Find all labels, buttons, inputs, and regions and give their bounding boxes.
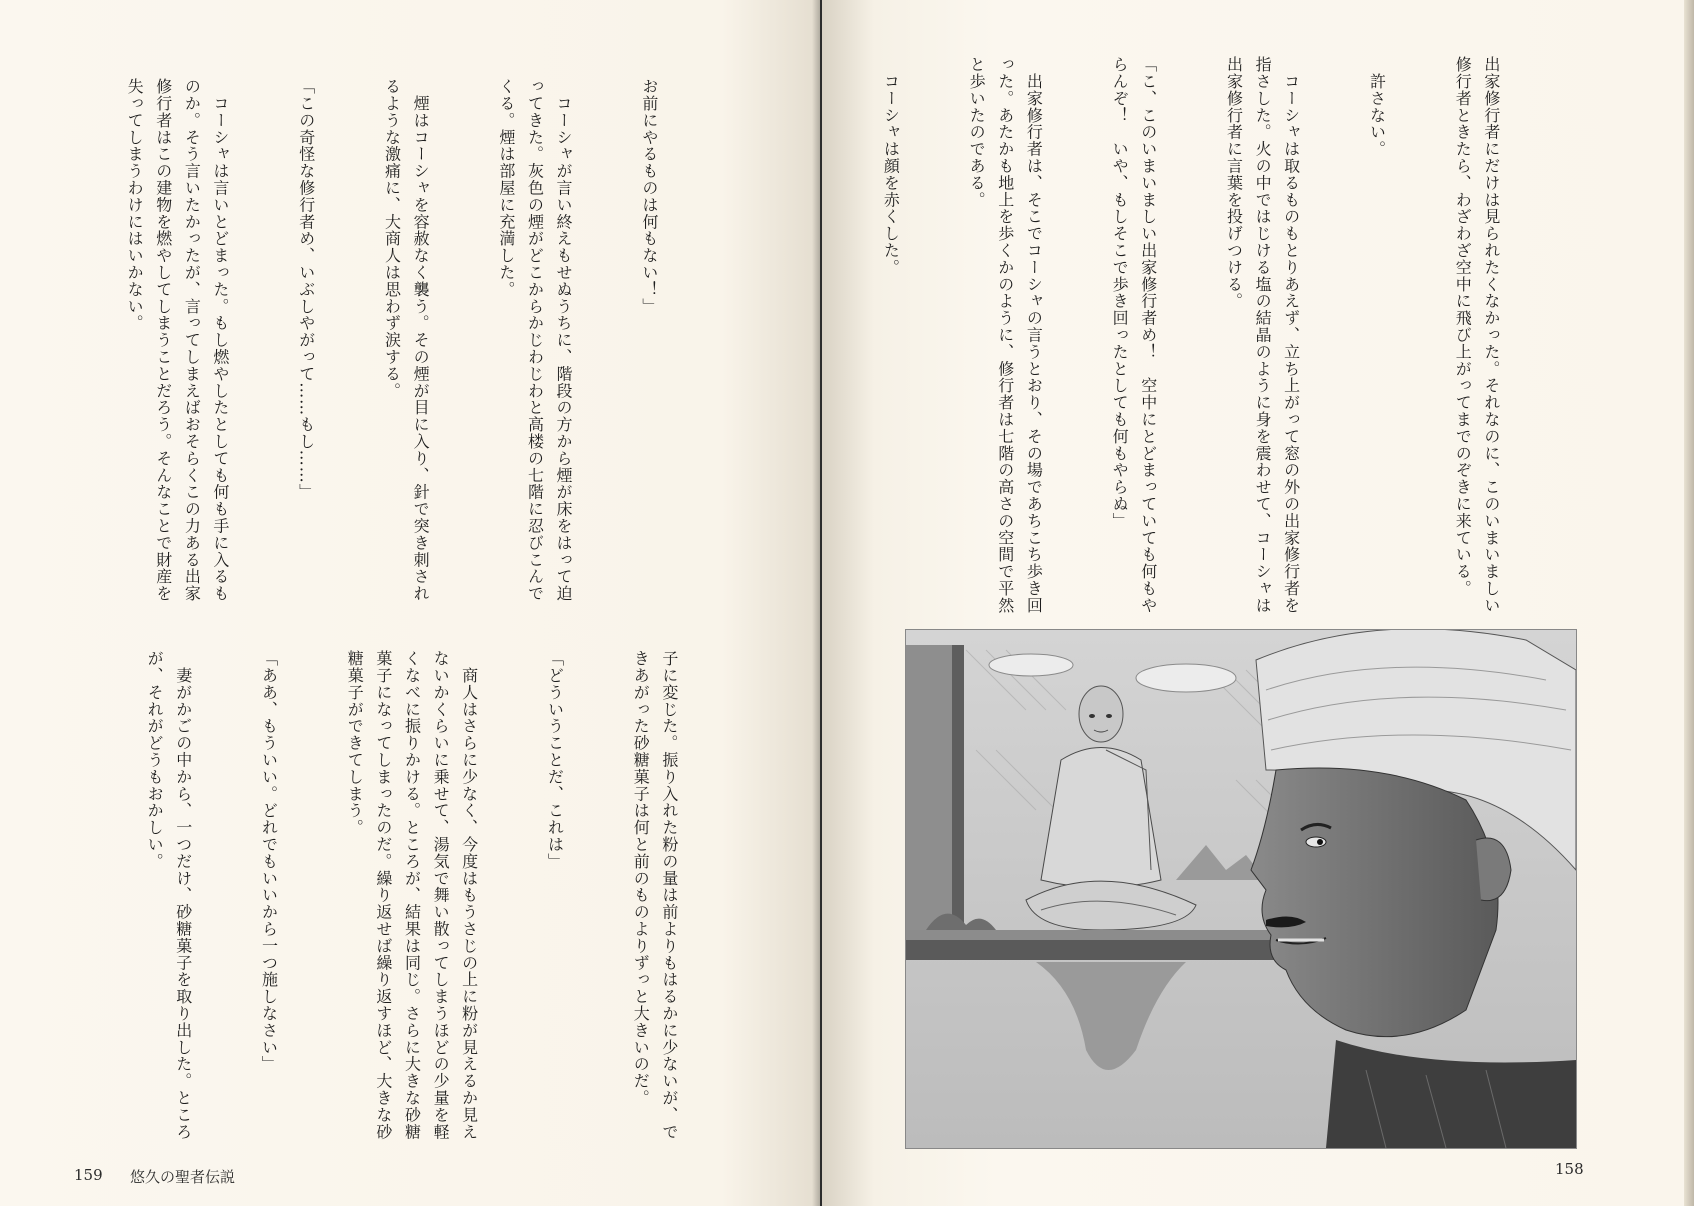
page-159 — [0, 0, 820, 1206]
paragraph: コーシャは取るものもとりあえず、立ち上がって窓の外の出家修行者を指さした。火の中ではじける塩の結晶のように身を震わせて、コーシャは出家修行者に言葉を投げつける。 — [1224, 56, 1301, 614]
illustration-drawing — [906, 630, 1576, 1148]
page-edge — [1684, 0, 1694, 1206]
text-block-lower — [80, 650, 740, 1150]
paragraph: 妻がかごの中から、一つだけ、砂糖菓子を取り出した。ところが、それがどうもおかしい。 — [145, 650, 193, 1141]
text-block-right — [862, 56, 1562, 626]
paragraph: 「こ、このいまいましい出家修行者め！ 空中にとどまっていても何もやらんぞ！ いや、もしそこで歩き回ったとしても何もやらぬ」 — [1110, 56, 1158, 614]
paragraph: 「どういうことだ、これは」 — [545, 650, 565, 870]
text-block-upper — [80, 78, 720, 618]
paragraph: 出家修行者にだけは見られたくなかった。それなのに、このいまいましい修行者ときたら、わざわざ空中に飛び上がってまでのぞきに来ている。 — [1453, 56, 1501, 614]
paragraph: 「ああ、もういい。どれでもいいから一つ施しなさい」 — [259, 650, 279, 1073]
pencil-illustration — [906, 630, 1576, 1148]
page-number: 159 — [74, 1166, 103, 1184]
paragraph: 「この奇怪な修行者め、いぶしやがって……もし……」 — [296, 78, 316, 501]
paragraph: 煙はコーシャを容赦なく襲う。その煙が目に入り、針で突き刺されるような激痛に、大商人は思わず涙する。 — [382, 78, 431, 602]
running-head: 悠久の聖者伝説 — [130, 1168, 236, 1186]
paragraph: コーシャは顔を赤くした。 — [881, 56, 901, 276]
paragraph: お前にやるものは何もない！」 — [639, 78, 659, 315]
paragraph: 許さない。 — [1367, 56, 1387, 158]
page-number: 158 — [1555, 1160, 1584, 1178]
paragraph — [80, 650, 82, 1150]
paragraph: コーシャは言いとどまった。もし燃やしたとしても何も手に入るものか。そう言いたかったが、言ってしまえばおそらくこの力ある出家修行者はこの建物を燃やしてしまうことだろう。そんなことで財産を失ってしまうわけにはいかない。 — [125, 78, 230, 602]
paragraph: 出家修行者は、そこでコーシャの言うとおり、その場であちこち歩き回った。あたかも地上を歩くかのように、修行者は七階の高さの空間で平然と歩いたのである。 — [967, 56, 1044, 614]
paragraph: 子に変じた。振り入れた粉の量は前よりもはるかに少ないが、できあがった砂糖菓子は何と前のものよりずっと大きいのだ。 — [631, 650, 679, 1141]
paragraph: コーシャが言い終えもせぬうちに、階段の方から煙が床をはって迫ってきた。灰色の煙がどこからかじわじわと高楼の七階に忍びこんでくる。煙は部屋に充満した。 — [496, 78, 574, 602]
paragraph: 商人はさらに少なく、今度はもうさじの上に粉が見えるか見えないかくらいに乗せて、湯気で舞い散ってしまうほどの少量を軽くなべに振りかける。ところが、結果は同じ。さらに大きな砂糖菓子になってしまったのだ。繰り返せば繰り返すほど、大きな砂糖菓子ができてしまう。 — [345, 650, 479, 1141]
